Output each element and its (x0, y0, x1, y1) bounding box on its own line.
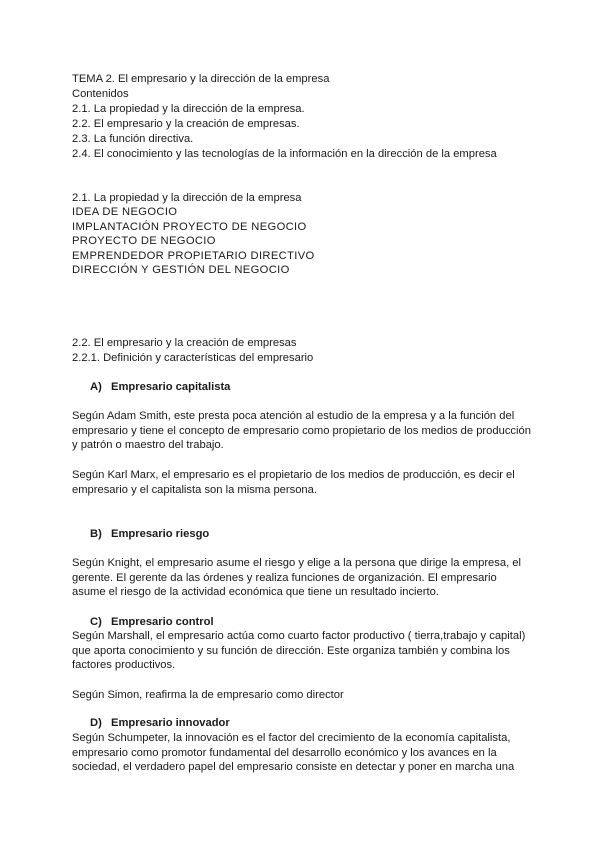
concept-line: DIRECCIÓN Y GESTIÓN DEL NEGOCIO (72, 264, 290, 276)
section-2-1-title: 2.1. La propiedad y la dirección de la empresa (72, 192, 302, 204)
concept-line: EMPRENDEDOR PROPIETARIO DIRECTIVO (72, 250, 315, 262)
heading-text: Empresario innovador (111, 717, 230, 729)
toc-item: 2.3. La función directiva. (72, 133, 194, 145)
paragraph-schumpeter: Según Schumpeter, la innovación es el factor del crecimiento de la economía capitalista, empresario como promotor fundamental del desarrollo económico y los avances en la sociedad, el verdadero papel del empresario consiste en detectar y poner en marcha una (72, 732, 515, 774)
heading-text: Empresario control (111, 616, 214, 628)
toc-item: 2.1. La propiedad y la dirección de la empresa. (72, 103, 305, 115)
heading-empresario-innovador (90, 716, 230, 731)
heading-letter: C) (90, 616, 102, 628)
toc-item: 2.2. El empresario y la creación de empresas. (72, 118, 300, 130)
concept-line: IDEA DE NEGOCIO (72, 206, 178, 218)
paragraph-knight: Según Knight, el empresario asume el riesgo y elige a la persona que dirige la empresa, el gerente. El gerente da las órdenes y realiza funciones de organización. El empresario asume el riesgo de la actividad económica que tiene un resultado incierto. (72, 557, 522, 599)
concept-line: IMPLANTACIÓN PROYECTO DE NEGOCIO (72, 221, 307, 233)
section-2-2-1-subtitle: 2.2.1. Definición y características del empresario (72, 352, 314, 364)
paragraph-karl-marx: Según Karl Marx, el empresario es el propietario de los medios de producción, es decir el empresario y el capitalista son la misma persona. (72, 469, 515, 496)
heading-text: Empresario capitalista (111, 381, 231, 393)
contents-label: Contenidos (72, 88, 129, 100)
heading-empresario-capitalista (90, 380, 230, 395)
heading-letter: B) (90, 528, 102, 540)
paragraph-simon: Según Simon, reafirma la de empresario como director (72, 689, 344, 701)
heading-letter: D) (90, 717, 102, 729)
heading-empresario-control (90, 615, 214, 630)
toc-item: 2.4. El conocimiento y las tecnologías de la información en la dirección de la empresa (72, 148, 497, 160)
paragraph-adam-smith: Según Adam Smith, este presta poca atención al estudio de la empresa y a la función del empresario y tiene el concepto de empresario como propietario de los medios de producción y patrón o maestro del trabajo. (72, 410, 531, 452)
document-title: TEMA 2. El empresario y la dirección de la empresa (72, 73, 330, 85)
heading-text: Empresario riesgo (111, 528, 210, 540)
concept-line: PROYECTO DE NEGOCIO (72, 235, 216, 247)
paragraph-marshall: Según Marshall, el empresario actúa como cuarto factor productivo ( tierra,trabajo y capital) que aporta conocimiento y su función de dirección. Este organiza también y combina los factores productivos. (72, 630, 526, 672)
heading-empresario-riesgo (90, 527, 209, 542)
heading-letter: A) (90, 381, 102, 393)
section-2-2-title: 2.2. El empresario y la creación de empresas (72, 337, 297, 349)
